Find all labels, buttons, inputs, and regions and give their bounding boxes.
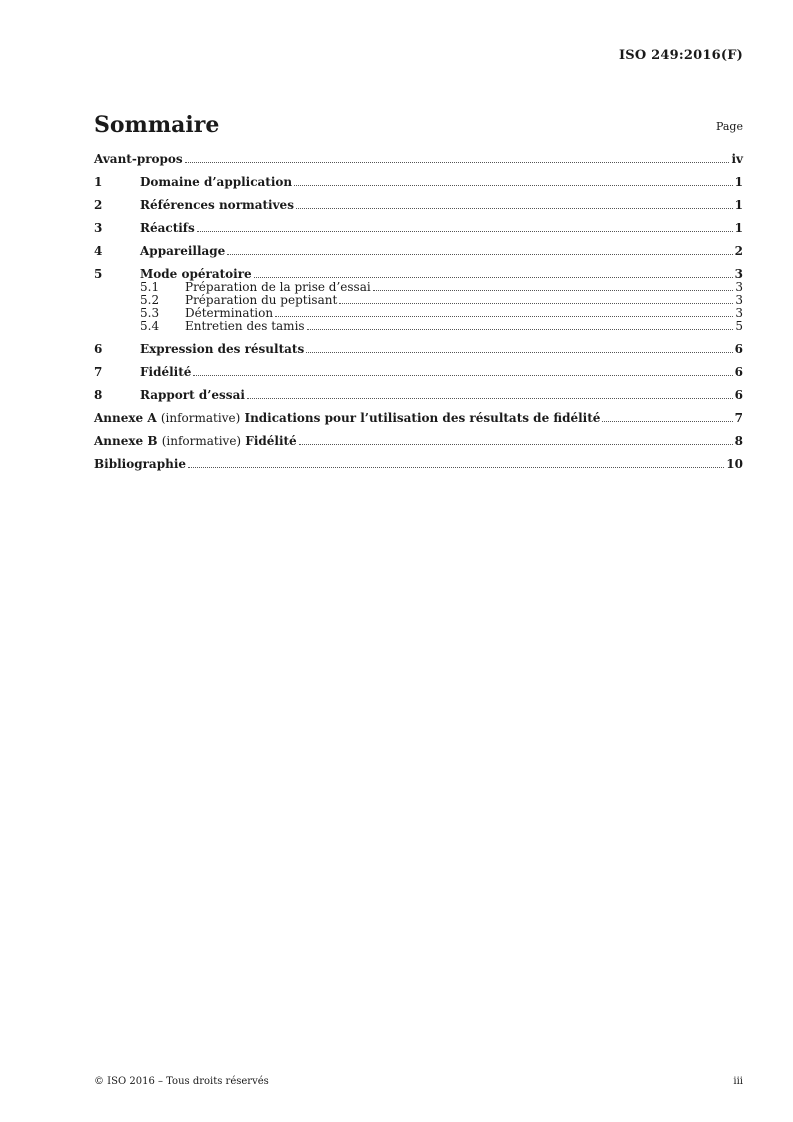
dot-leader: [193, 375, 732, 376]
footer-copyright: © ISO 2016 – Tous droits réservés: [94, 1076, 269, 1087]
annex-label: Annexe B: [94, 434, 158, 448]
dot-leader: [227, 254, 732, 255]
toc-bibliography[interactable]: [94, 457, 743, 471]
toc-subentry-number: 5.1: [140, 280, 160, 294]
toc-entry-title: Rapport d’essai: [140, 388, 245, 402]
dot-leader: [254, 277, 733, 278]
annex-title: Indications pour l’utilisation des résultats de fidélité: [244, 411, 601, 425]
toc-title: Sommaire: [94, 112, 220, 138]
toc-entry-title: Références normatives: [140, 198, 294, 212]
toc-subentry-title: Entretien des tamis: [185, 319, 305, 333]
toc-entry-title: Domaine d’application: [140, 175, 293, 189]
toc-entry-page: 1: [734, 175, 743, 189]
dot-leader: [275, 316, 733, 317]
annex-page: 8: [734, 434, 743, 448]
toc-entry-page: 3: [734, 267, 743, 281]
toc-entry-avant-propos[interactable]: [94, 152, 743, 166]
toc-subentry-title: Détermination: [185, 306, 274, 320]
dot-leader: [373, 290, 734, 291]
dot-leader: [294, 185, 733, 186]
toc-annex-b[interactable]: [94, 434, 743, 448]
annex-label: Annexe A: [94, 411, 157, 425]
toc-entry-page: 1: [734, 198, 743, 212]
toc-entry-2[interactable]: [94, 198, 743, 212]
toc-entry-number: 6: [94, 342, 103, 356]
annex-title: Fidélité: [245, 434, 297, 448]
dot-leader: [306, 352, 732, 353]
dot-leader: [247, 398, 733, 399]
toc-entry-number: 7: [94, 365, 103, 379]
toc-subentry-page: 5: [735, 319, 743, 333]
dot-leader: [299, 444, 733, 445]
page-column-label: Page: [715, 120, 743, 133]
annex-page: 7: [734, 411, 743, 425]
toc-entry-title: Appareillage: [140, 244, 226, 258]
toc-entry-4[interactable]: [94, 244, 743, 258]
toc-entry-number: 8: [94, 388, 103, 402]
toc-subentry-number: 5.2: [140, 293, 160, 307]
toc-subentry-number: 5.3: [140, 306, 160, 320]
dot-leader: [296, 208, 733, 209]
toc-entry-page: 6: [734, 388, 743, 402]
bibliography-title: Bibliographie: [94, 457, 187, 471]
toc-entry-page: iv: [731, 152, 743, 166]
toc-entry-title: Fidélité: [140, 365, 192, 379]
toc-subentry-number: 5.4: [140, 319, 160, 333]
annex-type: (informative): [160, 411, 241, 425]
toc-entry-number: 4: [94, 244, 103, 258]
toc-entry-6[interactable]: [94, 342, 743, 356]
bibliography-page: 10: [726, 457, 743, 471]
dot-leader: [602, 421, 732, 422]
footer-page-number: iii: [733, 1076, 743, 1087]
toc-entry-7[interactable]: [94, 365, 743, 379]
toc-entry-5[interactable]: [94, 267, 743, 281]
toc-entry-title: Mode opératoire: [140, 267, 252, 281]
dot-leader: [307, 329, 734, 330]
dot-leader: [197, 231, 733, 232]
dot-leader: [339, 303, 733, 304]
toc-entry-title: Avant-propos: [94, 152, 183, 166]
dot-leader: [188, 467, 724, 468]
toc-entry-page: 2: [734, 244, 743, 258]
toc-entry-page: 6: [734, 365, 743, 379]
toc-entry-page: 1: [734, 221, 743, 235]
toc-subentry-5-4[interactable]: [94, 320, 743, 333]
toc-subentry-title: Préparation du peptisant: [185, 293, 338, 307]
toc-entry-title: Expression des résultats: [140, 342, 305, 356]
toc-subentry-title: Préparation de la prise d’essai: [185, 280, 371, 294]
toc-entry-page: 6: [734, 342, 743, 356]
table-of-contents: [94, 152, 743, 471]
toc-entry-8[interactable]: [94, 388, 743, 402]
document-id: ISO 249:2016(F): [619, 48, 743, 63]
toc-entry-number: 2: [94, 198, 103, 212]
toc-entry-number: 1: [94, 175, 103, 189]
annex-type: (informative): [161, 434, 242, 448]
toc-annex-a[interactable]: [94, 411, 743, 425]
toc-entry-number: 3: [94, 221, 103, 235]
toc-entry-3[interactable]: [94, 221, 743, 235]
toc-subentry-page: 3: [735, 306, 743, 320]
toc-entry-title: Réactifs: [140, 221, 195, 235]
toc-subentry-page: 3: [735, 293, 743, 307]
dot-leader: [185, 162, 730, 163]
toc-entry-number: 5: [94, 267, 103, 281]
toc-subentry-page: 3: [735, 280, 743, 294]
toc-entry-1[interactable]: [94, 175, 743, 189]
